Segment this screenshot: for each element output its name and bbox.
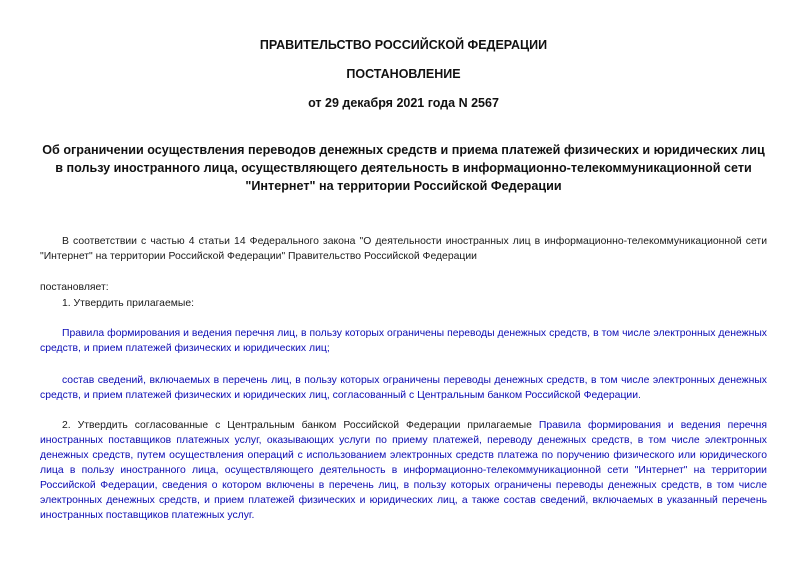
item-2-prefix-text: 2. Утвердить согласованные с Центральным банком Российской Федерации прилагаемые	[62, 420, 539, 431]
item-1-heading: 1. Утвердить прилагаемые:	[62, 298, 195, 309]
decree-word: постановляет:	[40, 282, 109, 293]
foreign-providers-rules-link[interactable]: Правила формирования и ведения перечня иностранных поставщиков платежных услуг, оказывающих услуги по приему платежей, переводу денежных средств, в том числе электронных денежных средств, путем осуществления операций с использованием электронных средств платежа по поручению физического или юридического лица в пользу иностранного лица, осуществляющего деятельность в информационно-телекоммуникационной сети "Интернет" на территории Российской Федерации, сведения о котором включены в перечень лиц, в пользу которых ограничены переводы денежных средств, в том числе электронных денежных средств, и прием платежей физических и юридических лиц, а также состав сведений, включаемых в указанный перечень иностранных поставщиков платежных услуг.	[40, 420, 768, 521]
item-1-rules-link-paragraph	[40, 326, 767, 356]
composition-list-link[interactable]: состав сведений, включаемых в перечень лиц, в пользу которых ограничены переводы денежных средств, в том числе электронных денежных средств, и прием платежей физических и юридических лиц, согласованный с Центральным банком Российской Федерации.	[40, 375, 767, 401]
item-2-paragraph	[40, 418, 767, 523]
document-title: Об ограничении осуществления переводов денежных средств и приема платежей физических и юридических лиц в пользу иностранного лица, осуществляющего деятельность в информационно-телекоммуникационной сети "Интернет" на территории Российской Федерации	[42, 143, 765, 193]
document-date-number: от 29 декабря 2021 года N 2567	[308, 96, 499, 110]
item-1-composition-link-paragraph	[40, 373, 767, 403]
rules-list-link[interactable]: Правила формирования и ведения перечня лиц, в пользу которых ограничены переводы денежных средств, в том числе электронных денежных средств, и прием платежей физических и юридических лиц;	[40, 328, 767, 354]
issuing-authority: ПРАВИТЕЛЬСТВО РОССИЙСКОЙ ФЕДЕРАЦИИ	[259, 38, 548, 52]
preamble-paragraph: В соответствии с частью 4 статьи 14 Федерального закона "О деятельности иностранных лиц в информационно-телекоммуникационной сети "Интернет" на территории Российской Федерации" Правительство Российской Федерации	[40, 236, 767, 262]
document-type: ПОСТАНОВЛЕНИЕ	[346, 67, 461, 81]
